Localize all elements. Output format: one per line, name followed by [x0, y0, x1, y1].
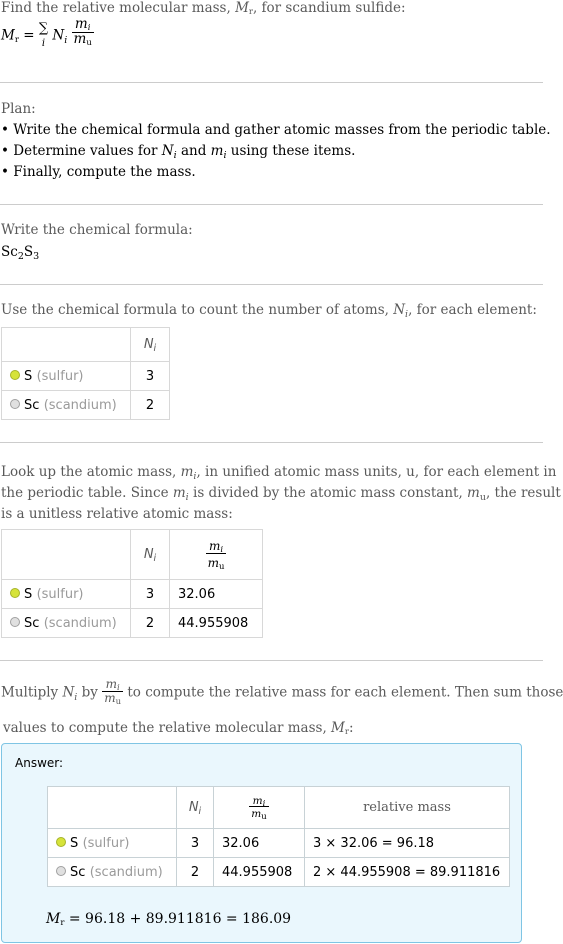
scandium-dot-icon — [56, 866, 66, 876]
divider — [0, 442, 543, 443]
table-row: S (sulfur) 3 — [2, 362, 170, 391]
intro-text: Find the relative molecular mass, Mr, for scandium sulfide: — [1, 0, 406, 17]
table-header-row: $N_i$ — [2, 328, 170, 362]
mass-section-line-3: is a unitless relative atomic mass: — [1, 506, 233, 522]
multiply-section-line-1: Multiply $N_i$ by $\frac{mi}{mu}$ to compute the relative mass for each element. Then sum those — [1, 677, 563, 707]
formula-equation: Mr = ∑ i $N_i$ $\frac{mi}{mu}$ — [1, 16, 92, 49]
mass-fraction: $\frac{mi}{mu}$ — [73, 16, 92, 48]
plan-title: Plan: — [1, 101, 36, 117]
divider — [0, 204, 543, 205]
header-mass-fraction: $\frac{mi}{mu}$ — [207, 539, 225, 572]
formula-section-title: Write the chemical formula: — [1, 222, 193, 238]
sulfur-dot-icon — [56, 837, 66, 847]
summation: ∑ i — [38, 21, 49, 49]
scandium-dot-icon — [10, 617, 20, 627]
plan-item-1: • Write the chemical formula and gather atomic masses from the periodic table. — [1, 122, 551, 138]
sulfur-dot-icon — [10, 370, 20, 380]
relative-mass-header: relative mass — [305, 787, 510, 829]
multiply-section-line-2: values to compute the relative molecular mass, Mr: — [3, 720, 354, 737]
count-section-text: Use the chemical formula to count the number of atoms, $N_i$, for each element: — [1, 302, 537, 320]
divider — [0, 284, 543, 285]
divider — [0, 82, 543, 83]
atom-count-table — [1, 327, 170, 420]
atomic-mass-table — [1, 529, 263, 638]
answer-box — [1, 743, 522, 943]
table-row: S (sulfur) 3 32.06 3 × 32.06 = 96.18 — [48, 829, 510, 858]
multiply-mass-fraction: $\frac{mi}{mu}$ — [104, 677, 122, 707]
final-result: Mr = 96.18 + 89.911816 = 186.09 — [46, 911, 292, 928]
scandium-dot-icon — [10, 399, 20, 409]
table-row: S (sulfur) 3 32.06 — [2, 580, 263, 609]
table-row: Sc (scandium) 2 44.955908 — [2, 609, 263, 638]
mass-section-line-2: the periodic table. Since $m_i$ is divided by the atomic mass constant, $m_u$, the result — [1, 485, 561, 503]
chemical-formula: $Sc_2S_3$ — [1, 244, 40, 262]
table-row: Sc (scandium) 2 — [2, 391, 170, 420]
table-header-row: $N_i$ $\frac{mi}{mu}$ relative mass — [48, 787, 510, 829]
plan-item-3: • Finally, compute the mass. — [1, 164, 196, 180]
table-header-row: $N_i$ $\frac{mi}{mu}$ — [2, 530, 263, 580]
sulfur-dot-icon — [10, 588, 20, 598]
answer-label: Answer: — [15, 756, 64, 770]
table-row: Sc (scandium) 2 44.955908 2 × 44.955908 = 89.911816 — [48, 858, 510, 887]
relative-mass-table — [47, 786, 510, 887]
plan-item-2: • Determine values for $N_i$ and $m_i$ using these items. — [1, 143, 356, 161]
header-mass-fraction: $\frac{mi}{mu}$ — [251, 794, 267, 822]
divider — [0, 660, 543, 661]
mass-section-line-1: Look up the atomic mass, $m_i$, in unified atomic mass units, u, for each element in — [1, 464, 557, 482]
